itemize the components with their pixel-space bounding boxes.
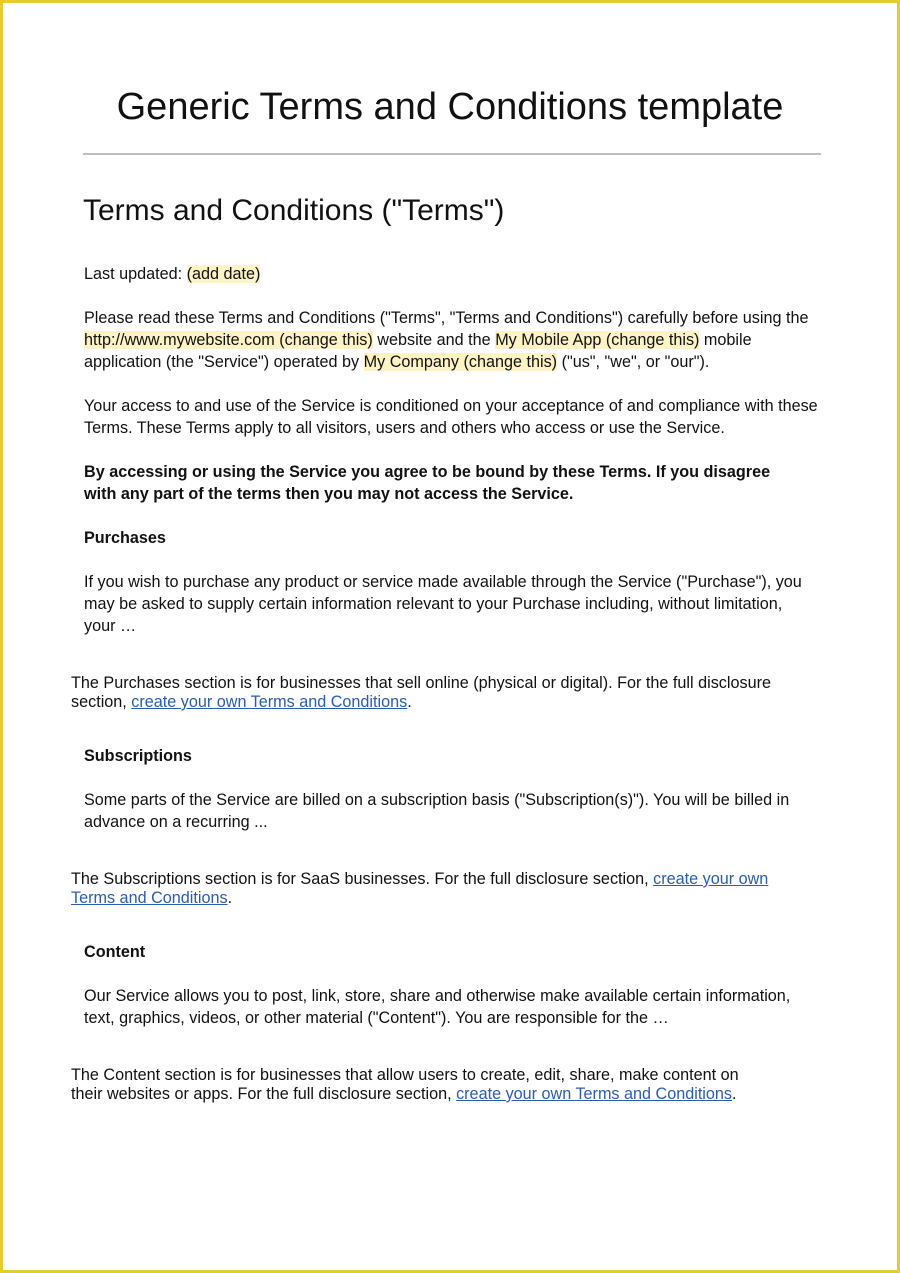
company-placeholder: My Company (change this) [363, 353, 558, 371]
subscriptions-note [71, 870, 771, 908]
intro-text-2: website and the [372, 331, 496, 349]
content-terms-link[interactable]: create your own Terms and Conditions [456, 1085, 733, 1103]
subscriptions-note-end: . [227, 889, 233, 907]
last-updated-label: Last updated: [84, 265, 187, 283]
access-paragraph: Your access to and use of the Service is conditioned on your acceptance of and compliance with these Terms. These Terms apply to all visitors, users and others who access or use the Service. [84, 397, 818, 437]
subscriptions-body: Some parts of the Service are billed on a subscription basis ("Subscription(s)"). You will be billed in advance on a recurring ... [84, 791, 790, 831]
title-divider [83, 153, 821, 155]
purchases-terms-link[interactable]: create your own Terms and Conditions [131, 693, 408, 711]
intro-text-4: ("us", "we", or "our"). [557, 353, 710, 371]
subscriptions-terms-link[interactable]: create your own Terms and Conditions [71, 870, 769, 907]
intro-text-3: mobile application (the "Service") operated by [84, 331, 752, 371]
content-heading: Content [84, 943, 146, 961]
last-updated-value: (add date) [186, 265, 261, 283]
terms-heading: Terms and Conditions ("Terms") [83, 194, 505, 227]
last-updated-line [84, 263, 824, 285]
content-note-text: The Content section is for businesses that allow users to create, edit, share, make content on their websites or apps. For the full disclosure section, [71, 1066, 739, 1103]
content-note-end: . [732, 1085, 737, 1103]
intro-text-1: Please read these Terms and Conditions ("Terms", "Terms and Conditions") carefully before using the [84, 309, 809, 327]
purchases-note-text: The Purchases section is for businesses that sell online (physical or digital). For the full disclosure section, [71, 674, 771, 711]
purchases-heading: Purchases [84, 529, 166, 547]
document-title: Generic Terms and Conditions template [116, 86, 784, 128]
purchases-note [71, 674, 791, 712]
subscriptions-note-text: The Subscriptions section is for SaaS businesses. For the full disclosure section, [71, 870, 654, 888]
website-placeholder: http://www.mywebsite.com (change this) [84, 331, 373, 349]
agreement-paragraph: By accessing or using the Service you agree to be bound by these Terms. If you disagree with any part of the terms then you may not access the Service. [84, 463, 771, 503]
subscriptions-heading: Subscriptions [84, 747, 192, 765]
purchases-note-end: . [407, 693, 412, 711]
intro-paragraph [84, 307, 824, 373]
app-placeholder: My Mobile App (change this) [495, 331, 700, 349]
purchases-body: If you wish to purchase any product or service made available through the Service ("Purchase"), you may be asked to supply certain information relevant to your Purchase including, without limitation, your … [84, 573, 802, 635]
content-note [71, 1066, 771, 1104]
content-body: Our Service allows you to post, link, store, share and otherwise make available certain information, text, graphics, videos, or other material ("Content"). You are responsible for the … [84, 987, 791, 1027]
